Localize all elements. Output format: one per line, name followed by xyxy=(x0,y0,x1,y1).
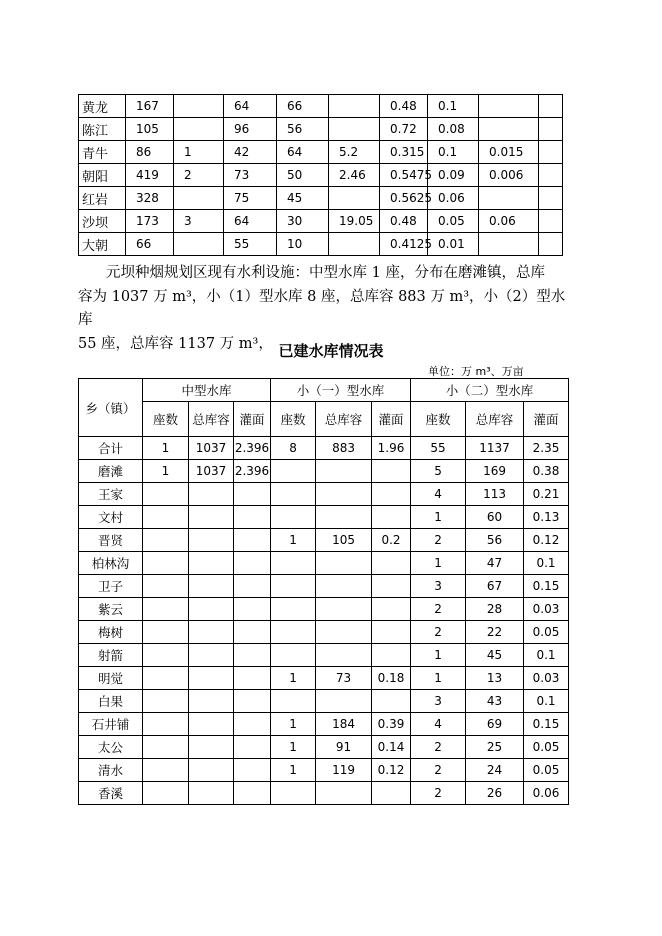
value-cell: 0.1 xyxy=(428,95,479,118)
value-cell xyxy=(234,690,271,713)
value-cell xyxy=(143,506,189,529)
value-cell xyxy=(189,782,234,805)
table-row xyxy=(79,575,569,598)
value-cell xyxy=(189,575,234,598)
value-cell: 2.396 xyxy=(234,437,271,460)
town-name-cell: 柏林沟 xyxy=(79,552,143,575)
value-cell: 73 xyxy=(224,164,277,187)
value-cell: 113 xyxy=(466,483,524,506)
value-cell xyxy=(189,759,234,782)
value-cell: 24 xyxy=(466,759,524,782)
value-cell: 0.48 xyxy=(380,210,428,233)
table-row xyxy=(79,233,563,256)
value-cell xyxy=(143,759,189,782)
value-cell xyxy=(234,759,271,782)
value-cell xyxy=(189,483,234,506)
value-cell xyxy=(271,621,316,644)
value-cell: 0.1 xyxy=(524,690,569,713)
value-cell xyxy=(143,782,189,805)
value-cell xyxy=(234,552,271,575)
town-name-cell: 文村 xyxy=(79,506,143,529)
town-name-cell: 青牛 xyxy=(79,141,126,164)
value-cell: 0.05 xyxy=(524,621,569,644)
value-cell xyxy=(143,483,189,506)
value-cell xyxy=(372,621,411,644)
value-cell xyxy=(329,233,380,256)
table-row xyxy=(79,782,569,805)
value-cell: 2 xyxy=(411,782,466,805)
value-cell xyxy=(143,713,189,736)
value-cell: 1 xyxy=(411,667,466,690)
value-cell: 0.14 xyxy=(372,736,411,759)
value-cell xyxy=(189,667,234,690)
value-cell: 1 xyxy=(271,759,316,782)
table-row xyxy=(79,95,563,118)
value-cell: 0.15 xyxy=(524,575,569,598)
value-cell xyxy=(539,210,563,233)
value-cell xyxy=(234,782,271,805)
paragraph-line-3: 55 座，总库容 1137 万 m³， xyxy=(78,335,273,352)
value-cell: 1 xyxy=(143,437,189,460)
value-cell xyxy=(271,460,316,483)
town-name-cell: 大朝 xyxy=(79,233,126,256)
value-cell xyxy=(143,529,189,552)
value-cell xyxy=(316,690,372,713)
value-cell xyxy=(174,187,224,210)
value-cell xyxy=(234,483,271,506)
value-cell: 0.72 xyxy=(380,118,428,141)
value-cell xyxy=(234,506,271,529)
value-cell: 0.006 xyxy=(479,164,539,187)
value-cell: 30 xyxy=(277,210,329,233)
value-cell xyxy=(316,621,372,644)
reservoir-table-body xyxy=(79,437,569,805)
table-row xyxy=(79,759,569,782)
value-cell: 0.13 xyxy=(524,506,569,529)
value-cell: 4 xyxy=(411,713,466,736)
value-cell xyxy=(329,187,380,210)
value-cell: 0.03 xyxy=(524,598,569,621)
table-row xyxy=(79,598,569,621)
value-cell: 8 xyxy=(271,437,316,460)
value-cell: 73 xyxy=(316,667,372,690)
value-cell: 75 xyxy=(224,187,277,210)
value-cell: 1 xyxy=(271,736,316,759)
value-cell: 55 xyxy=(411,437,466,460)
value-cell xyxy=(316,598,372,621)
value-cell xyxy=(316,575,372,598)
value-cell xyxy=(539,118,563,141)
value-cell: 0.15 xyxy=(524,713,569,736)
value-cell xyxy=(234,621,271,644)
value-cell xyxy=(271,782,316,805)
value-cell xyxy=(143,552,189,575)
value-cell xyxy=(189,736,234,759)
value-cell: 5.2 xyxy=(329,141,380,164)
value-cell xyxy=(189,621,234,644)
value-cell: 1137 xyxy=(466,437,524,460)
value-cell xyxy=(372,690,411,713)
value-cell: 0.03 xyxy=(524,667,569,690)
value-cell xyxy=(329,118,380,141)
value-cell xyxy=(316,782,372,805)
town-name-cell: 沙坝 xyxy=(79,210,126,233)
value-cell xyxy=(271,644,316,667)
value-cell xyxy=(316,460,372,483)
value-cell: 0.06 xyxy=(428,187,479,210)
header-medium-reservoir: 中型水库 xyxy=(143,379,271,402)
value-cell: 56 xyxy=(277,118,329,141)
value-cell xyxy=(189,690,234,713)
value-cell xyxy=(271,575,316,598)
value-cell: 0.1 xyxy=(524,552,569,575)
subheader-count: 座数 xyxy=(411,402,466,437)
value-cell: 0.5625 xyxy=(380,187,428,210)
value-cell: 1 xyxy=(411,644,466,667)
value-cell: 1 xyxy=(271,529,316,552)
paragraph-line-2: 容为 1037 万 m³，小（1）型水库 8 座，总库容 883 万 m³，小（2）型水库 xyxy=(78,288,566,328)
value-cell xyxy=(329,95,380,118)
value-cell: 4 xyxy=(411,483,466,506)
town-name-cell: 黄龙 xyxy=(79,95,126,118)
value-cell xyxy=(372,598,411,621)
subheader-capacity: 总库容 xyxy=(466,402,524,437)
town-name-cell: 陈江 xyxy=(79,118,126,141)
value-cell: 47 xyxy=(466,552,524,575)
value-cell xyxy=(234,736,271,759)
value-cell xyxy=(234,667,271,690)
value-cell: 3 xyxy=(174,210,224,233)
value-cell xyxy=(316,506,372,529)
value-cell: 105 xyxy=(126,118,174,141)
table-row xyxy=(79,210,563,233)
value-cell: 0.06 xyxy=(479,210,539,233)
value-cell: 1 xyxy=(143,460,189,483)
value-cell: 64 xyxy=(224,210,277,233)
value-cell xyxy=(479,187,539,210)
value-cell: 26 xyxy=(466,782,524,805)
value-cell xyxy=(539,95,563,118)
value-cell xyxy=(189,713,234,736)
value-cell: 0.1 xyxy=(428,141,479,164)
value-cell xyxy=(539,233,563,256)
subheader-capacity: 总库容 xyxy=(316,402,372,437)
value-cell: 0.315 xyxy=(380,141,428,164)
value-cell: 5 xyxy=(411,460,466,483)
value-cell: 169 xyxy=(466,460,524,483)
value-cell xyxy=(539,187,563,210)
town-name-cell: 晋贤 xyxy=(79,529,143,552)
value-cell xyxy=(189,529,234,552)
value-cell: 1 xyxy=(174,141,224,164)
value-cell xyxy=(372,552,411,575)
value-cell: 28 xyxy=(466,598,524,621)
value-cell: 119 xyxy=(316,759,372,782)
value-cell: 66 xyxy=(126,233,174,256)
value-cell: 64 xyxy=(277,141,329,164)
value-cell: 56 xyxy=(466,529,524,552)
reservoir-table-unit: 单位：万 m³、万亩 xyxy=(428,365,524,378)
value-cell xyxy=(143,644,189,667)
value-cell: 0.05 xyxy=(428,210,479,233)
value-cell xyxy=(234,598,271,621)
value-cell xyxy=(271,483,316,506)
value-cell xyxy=(372,460,411,483)
value-cell: 2.396 xyxy=(234,460,271,483)
town-name-cell: 合计 xyxy=(79,437,143,460)
town-name-cell: 太公 xyxy=(79,736,143,759)
value-cell: 1037 xyxy=(189,460,234,483)
value-cell: 66 xyxy=(277,95,329,118)
reservoir-table xyxy=(78,378,569,805)
value-cell xyxy=(271,690,316,713)
value-cell: 0.39 xyxy=(372,713,411,736)
value-cell: 2 xyxy=(411,598,466,621)
value-cell: 0.12 xyxy=(372,759,411,782)
value-cell: 0.09 xyxy=(428,164,479,187)
subheader-count: 座数 xyxy=(271,402,316,437)
value-cell xyxy=(479,118,539,141)
value-cell: 419 xyxy=(126,164,174,187)
value-cell: 883 xyxy=(316,437,372,460)
value-cell xyxy=(143,598,189,621)
value-cell xyxy=(316,644,372,667)
value-cell: 67 xyxy=(466,575,524,598)
value-cell: 2.46 xyxy=(329,164,380,187)
value-cell: 91 xyxy=(316,736,372,759)
value-cell: 0.05 xyxy=(524,736,569,759)
table-row xyxy=(79,621,569,644)
value-cell: 328 xyxy=(126,187,174,210)
value-cell xyxy=(234,713,271,736)
value-cell xyxy=(189,644,234,667)
town-name-cell: 射箭 xyxy=(79,644,143,667)
value-cell: 50 xyxy=(277,164,329,187)
table-row xyxy=(79,529,569,552)
table-row xyxy=(79,118,563,141)
crop-data-table xyxy=(78,94,563,256)
value-cell: 0.2 xyxy=(372,529,411,552)
town-name-cell: 磨滩 xyxy=(79,460,143,483)
value-cell xyxy=(316,483,372,506)
value-cell: 3 xyxy=(411,575,466,598)
value-cell xyxy=(189,506,234,529)
town-name-cell: 梅树 xyxy=(79,621,143,644)
value-cell: 0.38 xyxy=(524,460,569,483)
value-cell xyxy=(372,575,411,598)
header-town: 乡（镇） xyxy=(79,379,143,437)
table-row xyxy=(79,141,563,164)
table-row xyxy=(79,736,569,759)
town-name-cell: 清水 xyxy=(79,759,143,782)
subheader-irrigation: 灌面 xyxy=(372,402,411,437)
value-cell: 1 xyxy=(411,552,466,575)
town-name-cell: 石井铺 xyxy=(79,713,143,736)
value-cell: 0.08 xyxy=(428,118,479,141)
table-row xyxy=(79,483,569,506)
value-cell: 69 xyxy=(466,713,524,736)
value-cell: 0.015 xyxy=(479,141,539,164)
value-cell: 184 xyxy=(316,713,372,736)
header-small-1-reservoir: 小（一）型水库 xyxy=(271,379,411,402)
town-name-cell: 明觉 xyxy=(79,667,143,690)
value-cell xyxy=(174,233,224,256)
town-name-cell: 卫子 xyxy=(79,575,143,598)
value-cell: 105 xyxy=(316,529,372,552)
value-cell: 0.06 xyxy=(524,782,569,805)
table-row xyxy=(79,713,569,736)
value-cell xyxy=(234,575,271,598)
value-cell xyxy=(316,552,372,575)
value-cell: 13 xyxy=(466,667,524,690)
value-cell: 3 xyxy=(411,690,466,713)
table-row xyxy=(79,460,569,483)
value-cell: 0.1 xyxy=(524,644,569,667)
value-cell: 1 xyxy=(271,713,316,736)
value-cell: 10 xyxy=(277,233,329,256)
value-cell xyxy=(271,598,316,621)
table-row xyxy=(79,187,563,210)
value-cell: 2 xyxy=(411,529,466,552)
value-cell: 45 xyxy=(466,644,524,667)
table-row xyxy=(79,164,563,187)
subheader-capacity: 总库容 xyxy=(189,402,234,437)
town-name-cell: 香溪 xyxy=(79,782,143,805)
value-cell: 86 xyxy=(126,141,174,164)
value-cell xyxy=(372,506,411,529)
table-row xyxy=(79,644,569,667)
value-cell: 96 xyxy=(224,118,277,141)
value-cell xyxy=(539,141,563,164)
value-cell: 0.01 xyxy=(428,233,479,256)
value-cell: 0.18 xyxy=(372,667,411,690)
value-cell xyxy=(143,575,189,598)
value-cell: 64 xyxy=(224,95,277,118)
table-row xyxy=(79,437,569,460)
value-cell xyxy=(372,644,411,667)
value-cell xyxy=(479,233,539,256)
value-cell xyxy=(189,598,234,621)
value-cell: 1 xyxy=(411,506,466,529)
table-row xyxy=(79,552,569,575)
value-cell: 45 xyxy=(277,187,329,210)
value-cell xyxy=(174,95,224,118)
value-cell: 0.4125 xyxy=(380,233,428,256)
table-row xyxy=(79,690,569,713)
town-name-cell: 白果 xyxy=(79,690,143,713)
value-cell xyxy=(479,95,539,118)
value-cell: 2 xyxy=(411,759,466,782)
value-cell: 60 xyxy=(466,506,524,529)
crop-data-body xyxy=(79,95,563,256)
value-cell xyxy=(143,690,189,713)
table-row xyxy=(79,667,569,690)
subheader-irrigation: 灌面 xyxy=(524,402,569,437)
value-cell: 0.21 xyxy=(524,483,569,506)
reservoir-table-title: 已建水库情况表 xyxy=(278,342,384,360)
header-small-2-reservoir: 小（二）型水库 xyxy=(411,379,569,402)
value-cell xyxy=(372,483,411,506)
subheader-count: 座数 xyxy=(143,402,189,437)
value-cell: 22 xyxy=(466,621,524,644)
value-cell xyxy=(174,118,224,141)
town-name-cell: 朝阳 xyxy=(79,164,126,187)
value-cell: 1037 xyxy=(189,437,234,460)
paragraph-line-1: 元坝种烟规划区现有水利设施：中型水库 1 座，分布在磨滩镇，总库 xyxy=(106,265,545,281)
town-name-cell: 红岩 xyxy=(79,187,126,210)
value-cell xyxy=(539,164,563,187)
value-cell: 2 xyxy=(174,164,224,187)
value-cell: 42 xyxy=(224,141,277,164)
value-cell xyxy=(271,506,316,529)
value-cell xyxy=(189,552,234,575)
value-cell xyxy=(372,782,411,805)
value-cell xyxy=(143,621,189,644)
value-cell: 173 xyxy=(126,210,174,233)
value-cell: 43 xyxy=(466,690,524,713)
value-cell xyxy=(271,552,316,575)
value-cell: 0.48 xyxy=(380,95,428,118)
value-cell: 1 xyxy=(271,667,316,690)
subheader-irrigation: 灌面 xyxy=(234,402,271,437)
value-cell: 0.12 xyxy=(524,529,569,552)
value-cell: 0.5475 xyxy=(380,164,428,187)
value-cell xyxy=(234,529,271,552)
value-cell: 19.05 xyxy=(329,210,380,233)
value-cell xyxy=(143,736,189,759)
value-cell xyxy=(234,644,271,667)
table-row xyxy=(79,506,569,529)
town-name-cell: 王家 xyxy=(79,483,143,506)
value-cell: 2 xyxy=(411,621,466,644)
value-cell xyxy=(143,667,189,690)
value-cell: 55 xyxy=(224,233,277,256)
town-name-cell: 紫云 xyxy=(79,598,143,621)
value-cell: 1.96 xyxy=(372,437,411,460)
value-cell: 0.05 xyxy=(524,759,569,782)
value-cell: 2.35 xyxy=(524,437,569,460)
value-cell: 167 xyxy=(126,95,174,118)
value-cell: 25 xyxy=(466,736,524,759)
value-cell: 2 xyxy=(411,736,466,759)
